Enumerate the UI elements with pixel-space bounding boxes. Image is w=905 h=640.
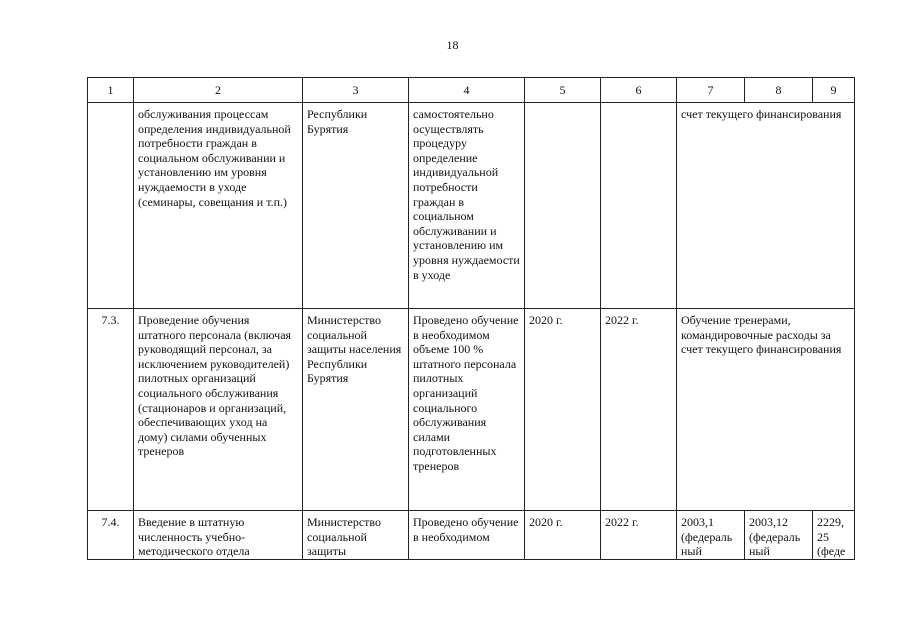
activity-cell: Введение в штатную численность учебно-методического отдела <box>134 511 303 560</box>
funding-cell: Обучение тренерами, командировочные расходы за счет текущего финансирования <box>677 309 855 511</box>
header-cell-4: 4 <box>409 78 525 103</box>
header-cell-2: 2 <box>134 78 303 103</box>
funding-cell-8: 2003,12 (федераль ный <box>745 511 813 560</box>
start-date-cell: 2020 г. <box>525 309 601 511</box>
row-number-cell: 7.4. <box>88 511 134 560</box>
row-number-cell <box>88 103 134 309</box>
start-date-cell <box>525 103 601 309</box>
table-row-7-3 <box>88 309 855 511</box>
responsible-cell: Министерство социальной защиты населения Республики Бурятия <box>303 309 409 511</box>
page-number: 18 <box>446 38 459 52</box>
result-cell: Проведено обучение в необходимом объеме 100 % штатного персонала пилотных организаций социального обслуживания силами подготовленных тренеров <box>409 309 525 511</box>
activity-cell: Проведение обучения штатного персонала (включая руководящий персонал, за исключением руководителей) пилотных организаций социального обслуживания (стационаров и организаций, обеспечивающих уход на дому) силами обученных тренеров <box>134 309 303 511</box>
funding-cell-9: 2229, 25 (феде <box>813 511 855 560</box>
end-date-cell: 2022 г. <box>601 309 677 511</box>
header-cell-6: 6 <box>601 78 677 103</box>
header-cell-9: 9 <box>813 78 855 103</box>
header-cell-8: 8 <box>745 78 813 103</box>
header-cell-1: 1 <box>88 78 134 103</box>
result-cell: самостоятельно осуществлять процедуру определение индивидуальной потребности граждан в социальном обслуживании и установлению им уровня нуждаемости в уходе <box>409 103 525 309</box>
header-cell-3: 3 <box>303 78 409 103</box>
plan-table <box>87 77 855 560</box>
funding-cell: счет текущего финансирования <box>677 103 855 309</box>
result-cell: Проведено обучение в необходимом <box>409 511 525 560</box>
responsible-cell: Республики Бурятия <box>303 103 409 309</box>
responsible-cell: Министерство социальной защиты <box>303 511 409 560</box>
table-row-continuation <box>88 103 855 309</box>
header-cell-5: 5 <box>525 78 601 103</box>
header-cell-7: 7 <box>677 78 745 103</box>
end-date-cell: 2022 г. <box>601 511 677 560</box>
funding-cell-7: 2003,1 (федераль ный <box>677 511 745 560</box>
end-date-cell <box>601 103 677 309</box>
start-date-cell: 2020 г. <box>525 511 601 560</box>
row-number-cell: 7.3. <box>88 309 134 511</box>
activity-cell: обслуживания процессам определения индивидуальной потребности граждан в социальном обслуживании и установлению им уровня нуждаемости в уходе (семинары, совещания и т.п.) <box>134 103 303 309</box>
table-row-7-4 <box>88 511 855 560</box>
header-row <box>88 78 855 103</box>
